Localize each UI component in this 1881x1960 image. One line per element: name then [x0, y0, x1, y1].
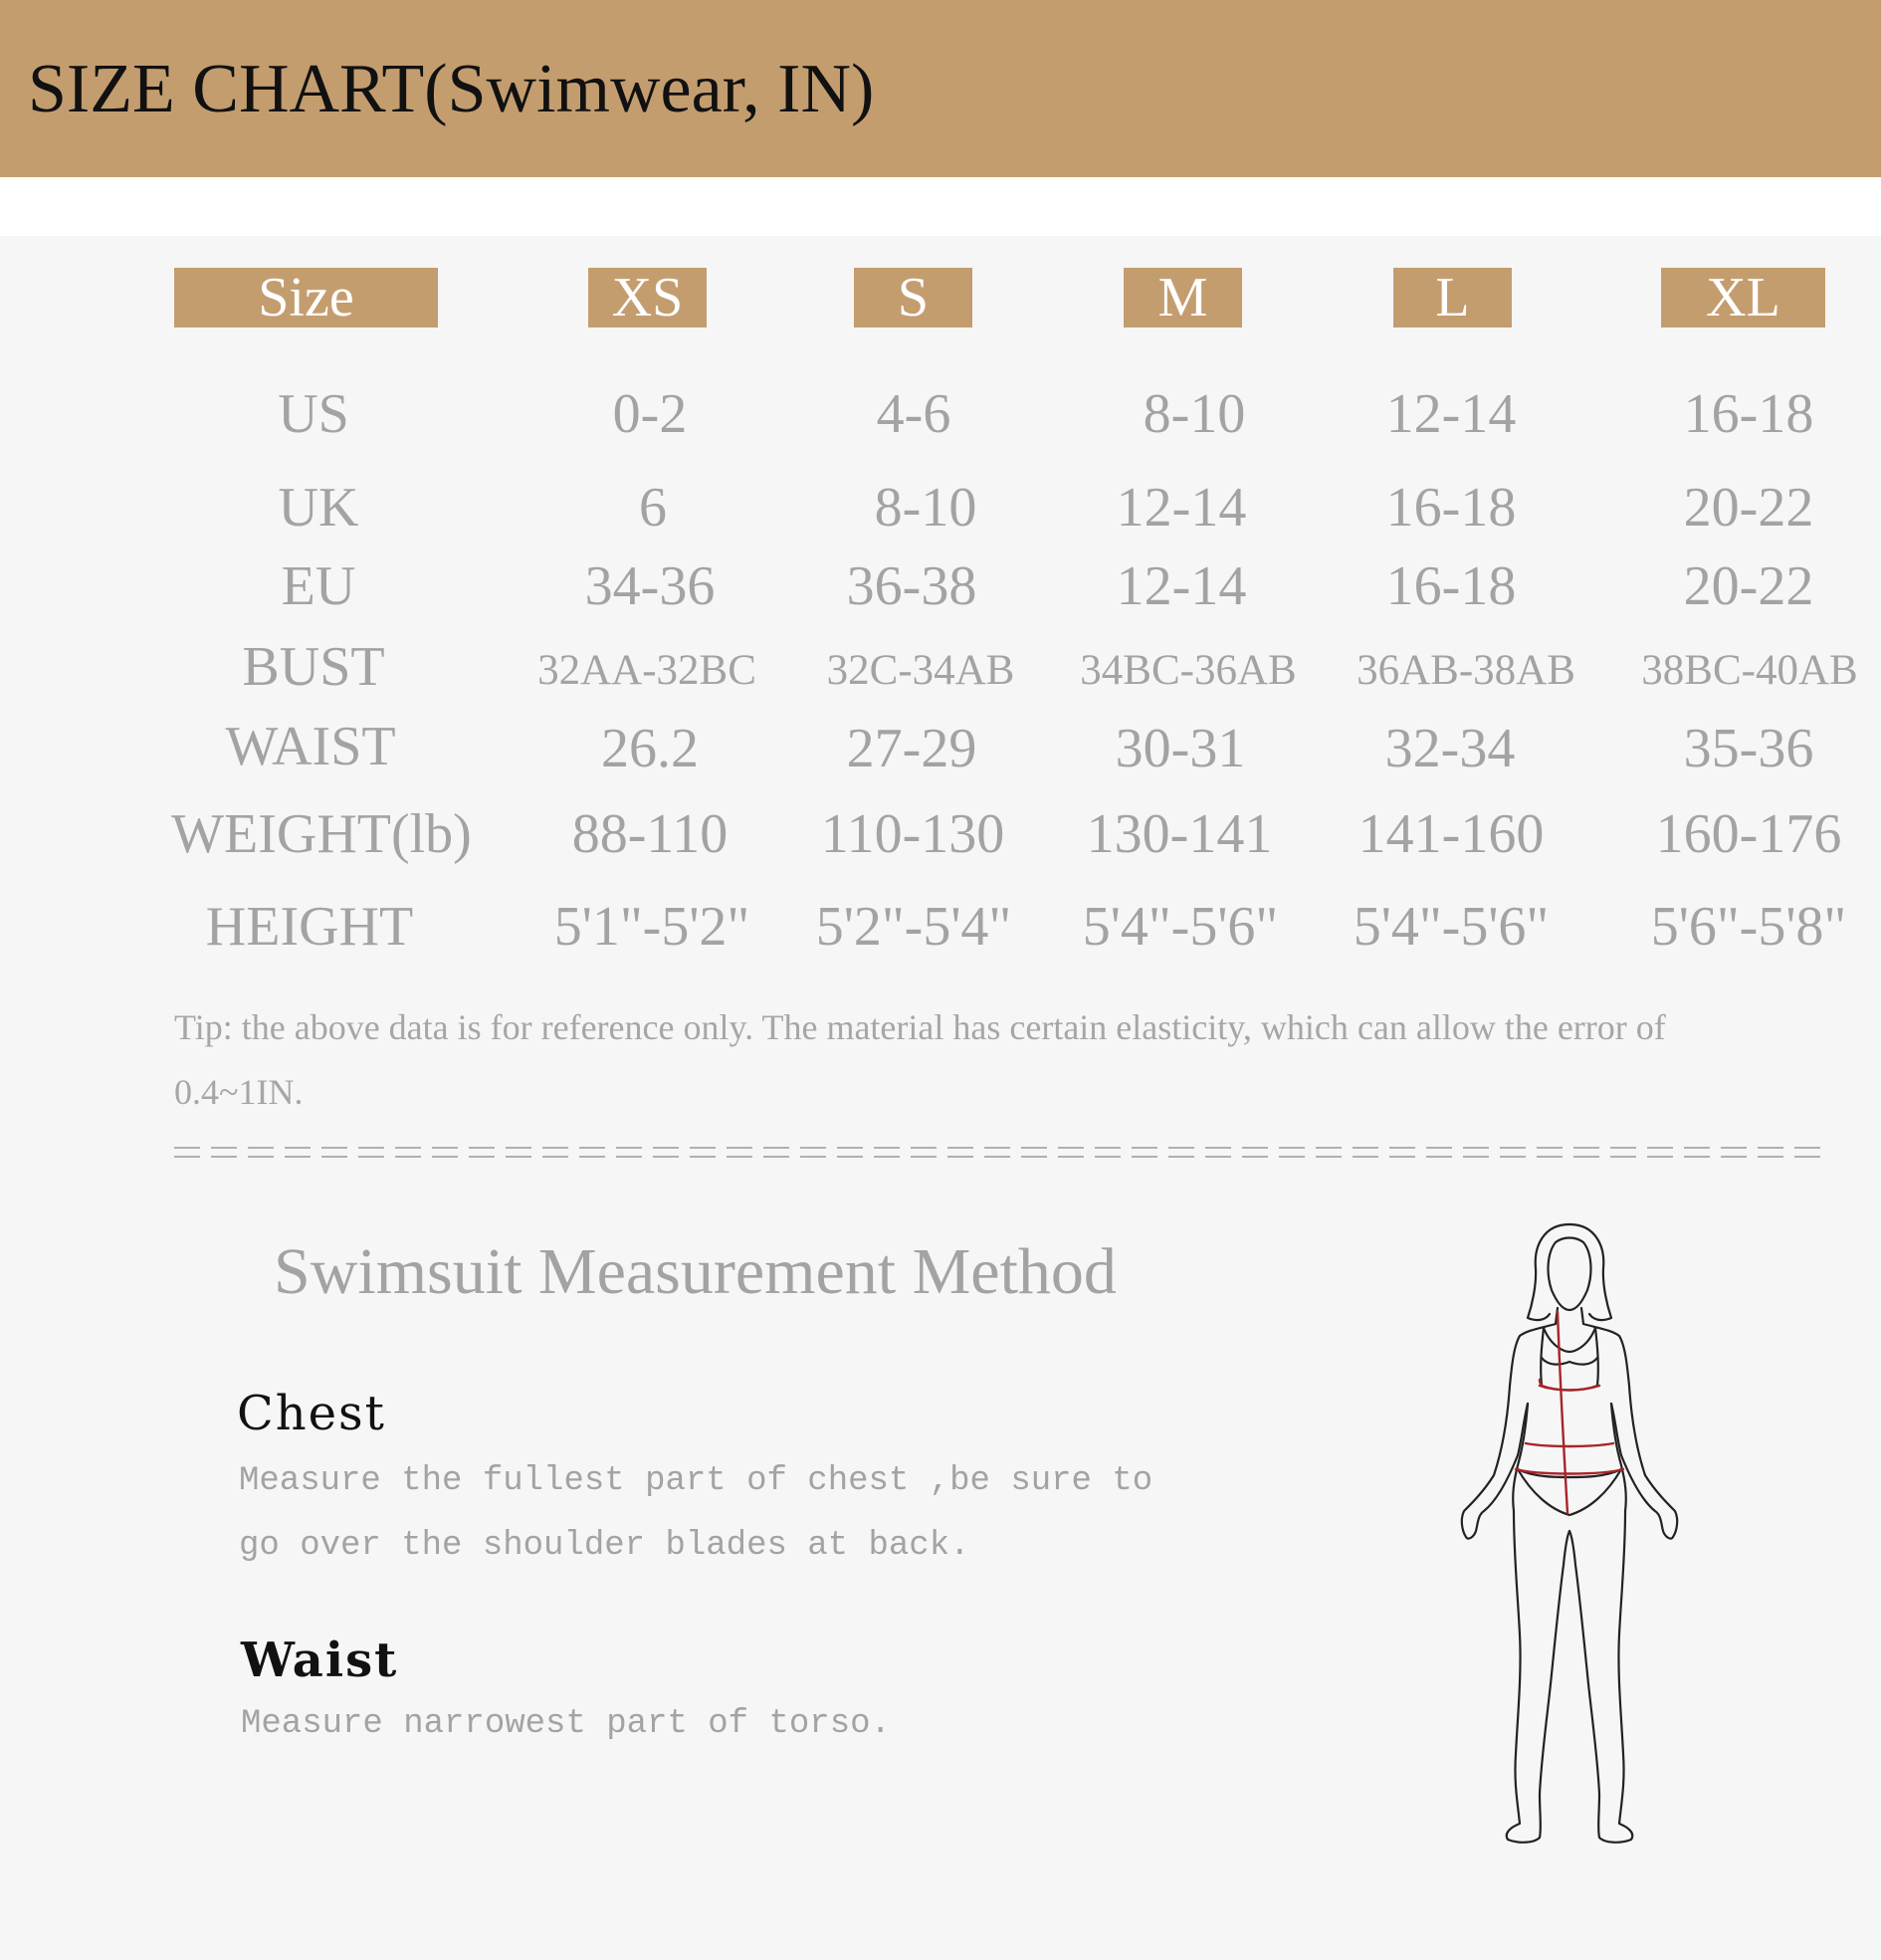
table-cell: 32-34	[1384, 718, 1516, 779]
table-cell: 110-130	[820, 803, 1005, 865]
table-cell: 16-18	[1385, 477, 1517, 539]
table-cell: 141-160	[1358, 803, 1545, 865]
page-title: SIZE CHART(Swimwear, IN)	[28, 51, 875, 127]
table-cell: 5'4"-5'6"	[1082, 896, 1279, 958]
table-cell: 12-14	[1116, 477, 1247, 539]
table-cell: 5'1"-5'2"	[553, 896, 750, 958]
table-cell: 5'2"-5'4"	[815, 896, 1012, 958]
row-label-eu: EU	[281, 555, 356, 617]
table-cell: 16-18	[1385, 555, 1517, 617]
table-cell: 34-36	[584, 555, 716, 617]
row-label-weight: WEIGHT(lb)	[171, 803, 472, 865]
row-label-us: US	[278, 383, 349, 445]
table-cell: 160-176	[1655, 803, 1842, 865]
table-cell: 36AB-38AB	[1357, 647, 1575, 694]
table-cell: 20-22	[1683, 555, 1814, 617]
waist-description: Measure narrowest part of torso.	[241, 1705, 891, 1743]
waist-title: Waist	[241, 1633, 399, 1688]
size-badge-m: M	[1124, 268, 1242, 327]
size-badge-s: S	[854, 268, 972, 327]
table-cell: 27-29	[846, 718, 977, 779]
table-cell: 38BC-40AB	[1641, 647, 1858, 694]
table-cell: 8-10	[1143, 383, 1246, 445]
tip-note: Tip: the above data is for reference only. The material has certain elasticity, which can allow the error of 0.4~1IN.	[174, 1007, 1666, 1112]
row-label-bust: BUST	[242, 636, 385, 698]
table-cell: 32C-34AB	[826, 647, 1015, 694]
table-cell: 0-2	[612, 383, 688, 445]
table-cell: 20-22	[1683, 477, 1814, 539]
row-label-uk: UK	[278, 477, 359, 539]
dashed-divider	[174, 1145, 1826, 1161]
table-cell: 6	[639, 477, 667, 539]
table-cell: 32AA-32BC	[537, 647, 756, 694]
table-cell: 30-31	[1115, 718, 1246, 779]
size-label-badge: Size	[174, 268, 438, 327]
header-spacer	[0, 177, 1881, 236]
size-badge-xl: XL	[1661, 268, 1825, 327]
body-outline-figure	[1448, 1216, 1687, 1853]
row-label-height: HEIGHT	[205, 896, 414, 958]
chest-title: Chest	[237, 1386, 386, 1441]
table-cell: 4-6	[876, 383, 951, 445]
table-cell: 5'4"-5'6"	[1353, 896, 1550, 958]
size-badge-xs: XS	[588, 268, 707, 327]
table-cell: 88-110	[571, 803, 729, 865]
row-label-waist: WAIST	[225, 716, 396, 777]
table-cell: 130-141	[1086, 803, 1273, 865]
table-cell: 5'6"-5'8"	[1650, 896, 1847, 958]
table-cell: 12-14	[1116, 555, 1247, 617]
table-cell: 26.2	[601, 718, 699, 779]
table-cell: 8-10	[874, 477, 977, 539]
table-cell: 12-14	[1385, 383, 1517, 445]
method-title: Swimsuit Measurement Method	[274, 1235, 1117, 1308]
table-cell: 35-36	[1683, 718, 1814, 779]
size-badge-l: L	[1393, 268, 1512, 327]
table-cell: 36-38	[846, 555, 977, 617]
table-cell: 34BC-36AB	[1080, 647, 1297, 694]
table-cell: 16-18	[1683, 383, 1814, 445]
header-banner	[0, 0, 1881, 177]
chest-description: Measure the fullest part of chest ,be sure to go over the shoulder blades at back.	[239, 1462, 1153, 1565]
